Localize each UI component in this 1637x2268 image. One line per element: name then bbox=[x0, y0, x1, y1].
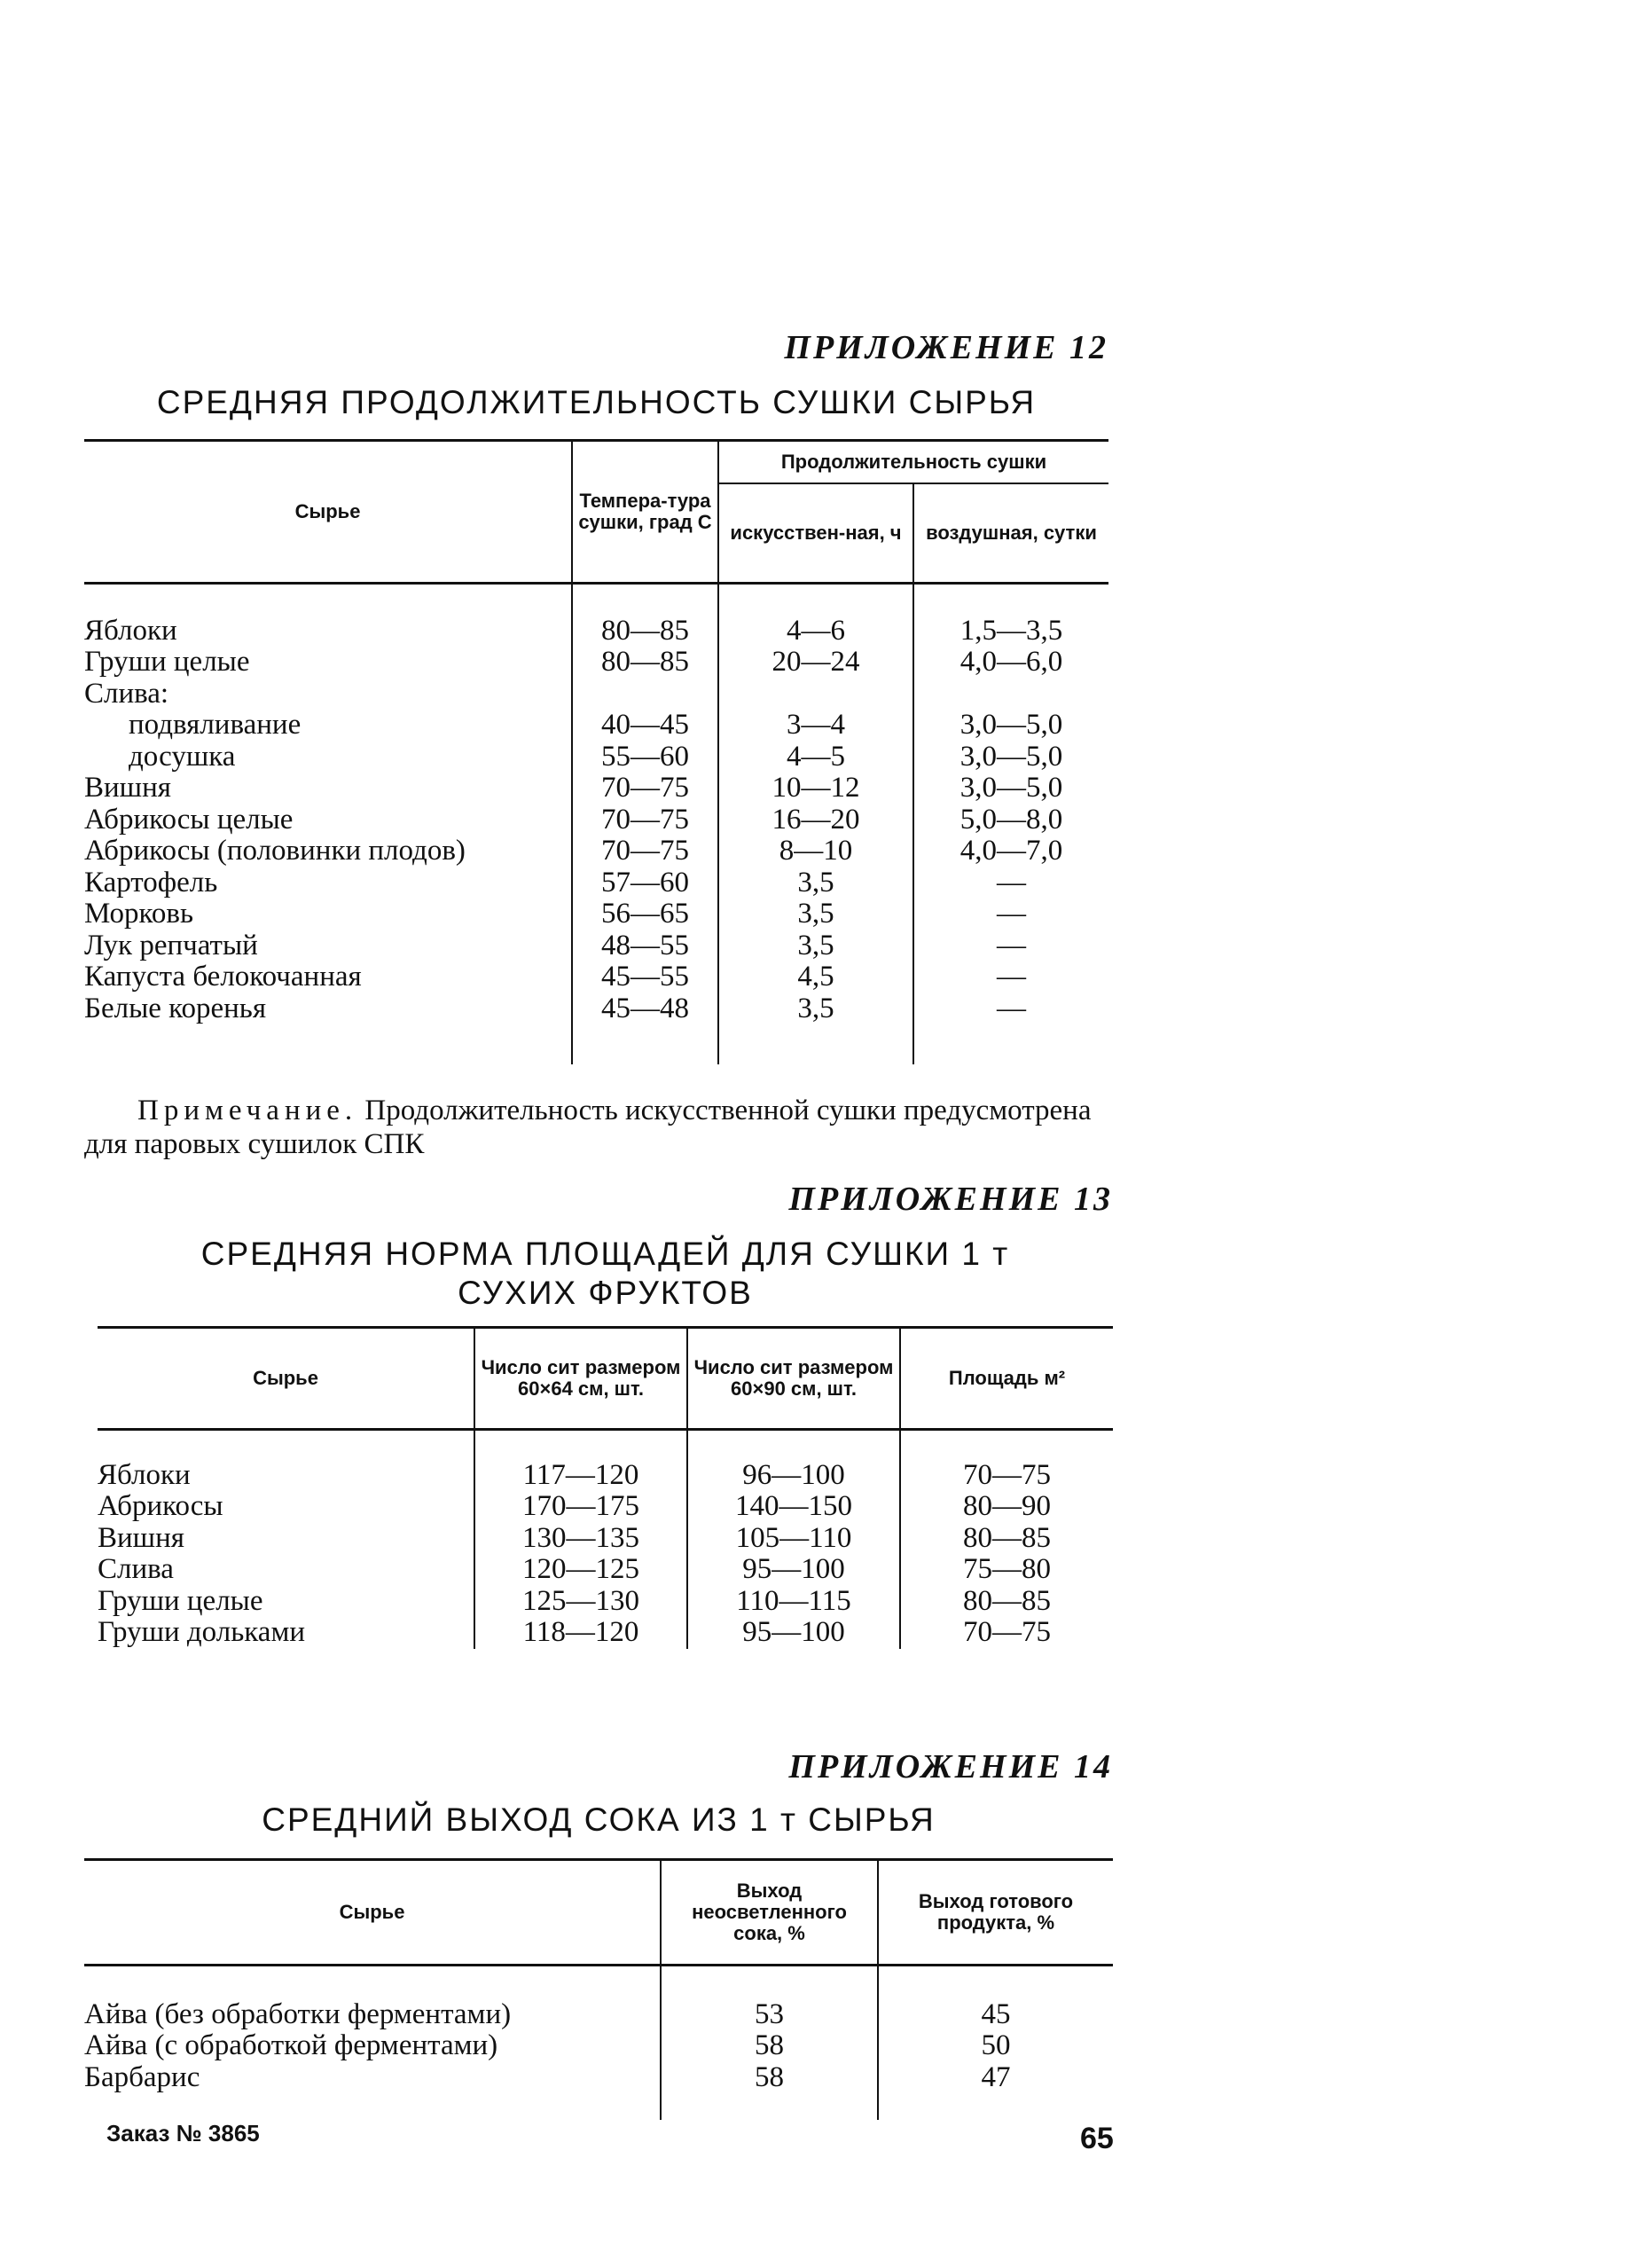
appendix-12-title: СРЕДНЯЯ ПРОДОЛЖИТЕЛЬНОСТЬ СУШКИ СЫРЬЯ bbox=[156, 384, 1037, 420]
row-air: 3,0—5,0 bbox=[913, 773, 1108, 804]
table-row bbox=[84, 710, 1108, 742]
table-row bbox=[84, 616, 1108, 647]
row-unclarified: 58 bbox=[661, 2062, 878, 2094]
row-name: Яблоки bbox=[84, 614, 177, 647]
header-unclarified: Выход неосветленного сока, % bbox=[661, 1860, 878, 1966]
table-row bbox=[98, 1586, 1113, 1618]
row-artificial: 4—6 bbox=[718, 616, 913, 647]
note-label: Примечание. bbox=[137, 1095, 358, 1126]
row-temp: 70—75 bbox=[572, 836, 718, 867]
row-artificial: 4—5 bbox=[718, 742, 913, 773]
row-sieves-90: 95—100 bbox=[687, 1617, 900, 1649]
row-finished: 50 bbox=[878, 2030, 1113, 2062]
row-name: Абрикосы bbox=[98, 1490, 223, 1522]
header-sieves-90: Число сит размером 60×90 см, шт. bbox=[687, 1328, 900, 1430]
appendix-12-label: ПРИЛОЖЕНИЕ 12 bbox=[784, 329, 1108, 366]
row-sieves-64: 120—125 bbox=[474, 1554, 687, 1586]
row-name: Вишня bbox=[84, 772, 171, 804]
row-name: Барбарис bbox=[84, 2060, 200, 2093]
row-name: подвяливание bbox=[129, 709, 302, 741]
row-temp: 48—55 bbox=[572, 930, 718, 962]
row-area: 80—85 bbox=[900, 1523, 1113, 1555]
row-unclarified: 53 bbox=[661, 1999, 878, 2031]
table-row bbox=[98, 1523, 1113, 1555]
row-air: 3,0—5,0 bbox=[913, 742, 1108, 773]
header-artificial: искусствен-ная, ч bbox=[718, 483, 913, 584]
row-artificial: 3—4 bbox=[718, 710, 913, 742]
row-air: 4,0—7,0 bbox=[913, 836, 1108, 867]
appendix-13 bbox=[98, 1180, 1113, 1676]
row-area: 70—75 bbox=[900, 1617, 1113, 1649]
row-sieves-90: 110—115 bbox=[687, 1586, 900, 1618]
table-row bbox=[84, 679, 1108, 710]
row-name: Груши дольками bbox=[98, 1616, 305, 1648]
row-air: — bbox=[913, 899, 1108, 930]
table-row bbox=[84, 867, 1108, 899]
row-temp: 70—75 bbox=[572, 773, 718, 804]
row-temp: 40—45 bbox=[572, 710, 718, 742]
row-name: Лук репчатый bbox=[84, 929, 258, 961]
table-row bbox=[98, 1491, 1113, 1523]
note-text: Продолжительность искусственной сушки предусмотрена для паровых сушилок СПК bbox=[84, 1095, 1092, 1160]
row-sieves-64: 125—130 bbox=[474, 1586, 687, 1618]
table-row bbox=[84, 804, 1108, 836]
row-temp: 80—85 bbox=[572, 616, 718, 647]
header-raw: Сырье bbox=[339, 1901, 405, 1923]
row-artificial: 3,5 bbox=[718, 899, 913, 930]
row-name: Капуста белокочанная bbox=[84, 961, 362, 993]
row-air: — bbox=[913, 867, 1108, 899]
table-row bbox=[84, 1999, 1113, 2031]
table-row bbox=[84, 993, 1108, 1025]
row-artificial: 3,5 bbox=[718, 993, 913, 1025]
table-row bbox=[98, 1460, 1113, 1492]
header-air: воздушная, сутки bbox=[913, 483, 1108, 584]
row-name: Слива: bbox=[84, 677, 169, 710]
row-sieves-64: 170—175 bbox=[474, 1491, 687, 1523]
row-air: 1,5—3,5 bbox=[913, 616, 1108, 647]
row-name: Абрикосы (половинки плодов) bbox=[84, 835, 466, 867]
table-row bbox=[84, 836, 1108, 867]
row-air: — bbox=[913, 993, 1108, 1025]
appendix-14 bbox=[84, 1747, 1113, 2120]
row-artificial: 20—24 bbox=[718, 647, 913, 679]
row-name: Морковь bbox=[84, 898, 194, 930]
row-sieves-90: 96—100 bbox=[687, 1460, 900, 1492]
row-name: Слива bbox=[98, 1553, 174, 1585]
row-name: Белые коренья bbox=[84, 992, 267, 1024]
row-temp: 45—55 bbox=[572, 961, 718, 993]
table-row bbox=[84, 899, 1108, 930]
row-artificial: 3,5 bbox=[718, 867, 913, 899]
row-name: Груши целые bbox=[98, 1584, 263, 1617]
header-duration: Продолжительность сушки bbox=[718, 441, 1108, 484]
row-sieves-64: 117—120 bbox=[474, 1460, 687, 1492]
appendix-13-title-line2: СУХИХ ФРУКТОВ bbox=[458, 1275, 753, 1311]
table-row bbox=[98, 1554, 1113, 1586]
row-artificial: 8—10 bbox=[718, 836, 913, 867]
row-artificial: 16—20 bbox=[718, 804, 913, 836]
header-temperature: Темпера-тура сушки, град С bbox=[572, 441, 718, 584]
row-sieves-64: 118—120 bbox=[474, 1617, 687, 1649]
row-temp bbox=[572, 679, 718, 710]
row-name: Груши целые bbox=[84, 646, 250, 678]
row-sieves-64: 130—135 bbox=[474, 1523, 687, 1555]
row-artificial bbox=[718, 679, 913, 710]
row-name: Айва (без обработки ферментами) bbox=[84, 1997, 512, 2030]
row-temp: 56—65 bbox=[572, 899, 718, 930]
header-area: Площадь м² bbox=[900, 1328, 1113, 1430]
table-row bbox=[84, 742, 1108, 773]
row-air: — bbox=[913, 930, 1108, 962]
header-finished: Выход готового продукта, % bbox=[878, 1860, 1113, 1966]
table-row bbox=[98, 1617, 1113, 1649]
table-row bbox=[84, 773, 1108, 804]
appendix-14-label: ПРИЛОЖЕНИЕ 14 bbox=[788, 1748, 1113, 1785]
row-name: Вишня bbox=[98, 1521, 184, 1554]
appendix-13-title-line1: СРЕДНЯЯ НОРМА ПЛОЩАДЕЙ ДЛЯ СУШКИ 1 т bbox=[200, 1236, 1010, 1272]
order-number: Заказ № 3865 bbox=[106, 2120, 260, 2146]
row-sieves-90: 140—150 bbox=[687, 1491, 900, 1523]
row-artificial: 4,5 bbox=[718, 961, 913, 993]
appendix-13-label: ПРИЛОЖЕНИЕ 13 bbox=[788, 1181, 1113, 1218]
row-artificial: 3,5 bbox=[718, 930, 913, 962]
appendix-12-note bbox=[84, 1094, 1113, 1161]
table-row bbox=[84, 2030, 1113, 2062]
row-sieves-90: 95—100 bbox=[687, 1554, 900, 1586]
row-area: 70—75 bbox=[900, 1460, 1113, 1492]
header-raw: Сырье bbox=[84, 441, 572, 584]
row-air: 5,0—8,0 bbox=[913, 804, 1108, 836]
row-name: Картофель bbox=[84, 866, 218, 899]
header-sieves-64: Число сит размером 60×64 см, шт. bbox=[474, 1328, 687, 1430]
row-name: Яблоки bbox=[98, 1458, 191, 1491]
table-row bbox=[84, 2062, 1113, 2094]
table-row bbox=[84, 930, 1108, 962]
table-row bbox=[84, 647, 1108, 679]
row-air: 3,0—5,0 bbox=[913, 710, 1108, 742]
row-artificial: 10—12 bbox=[718, 773, 913, 804]
row-area: 80—85 bbox=[900, 1586, 1113, 1618]
row-air bbox=[913, 679, 1108, 710]
row-temp: 70—75 bbox=[572, 804, 718, 836]
appendix-12 bbox=[84, 328, 1108, 1091]
appendix-14-title: СРЕДНИЙ ВЫХОД СОКА ИЗ 1 т СЫРЬЯ bbox=[262, 1801, 936, 1838]
row-finished: 47 bbox=[878, 2062, 1113, 2094]
row-temp: 80—85 bbox=[572, 647, 718, 679]
row-sieves-90: 105—110 bbox=[687, 1523, 900, 1555]
page-number: 65 bbox=[1080, 2122, 1114, 2155]
row-name: досушка bbox=[129, 740, 236, 773]
row-name: Айва (с обработкой ферментами) bbox=[84, 2029, 498, 2061]
row-unclarified: 58 bbox=[661, 2030, 878, 2062]
row-finished: 45 bbox=[878, 1999, 1113, 2031]
row-air: 4,0—6,0 bbox=[913, 647, 1108, 679]
row-temp: 57—60 bbox=[572, 867, 718, 899]
row-area: 75—80 bbox=[900, 1554, 1113, 1586]
row-name: Абрикосы целые bbox=[84, 803, 294, 836]
header-raw: Сырье bbox=[253, 1367, 318, 1389]
row-air: — bbox=[913, 961, 1108, 993]
row-temp: 55—60 bbox=[572, 742, 718, 773]
row-temp: 45—48 bbox=[572, 993, 718, 1025]
row-area: 80—90 bbox=[900, 1491, 1113, 1523]
table-row bbox=[84, 961, 1108, 993]
